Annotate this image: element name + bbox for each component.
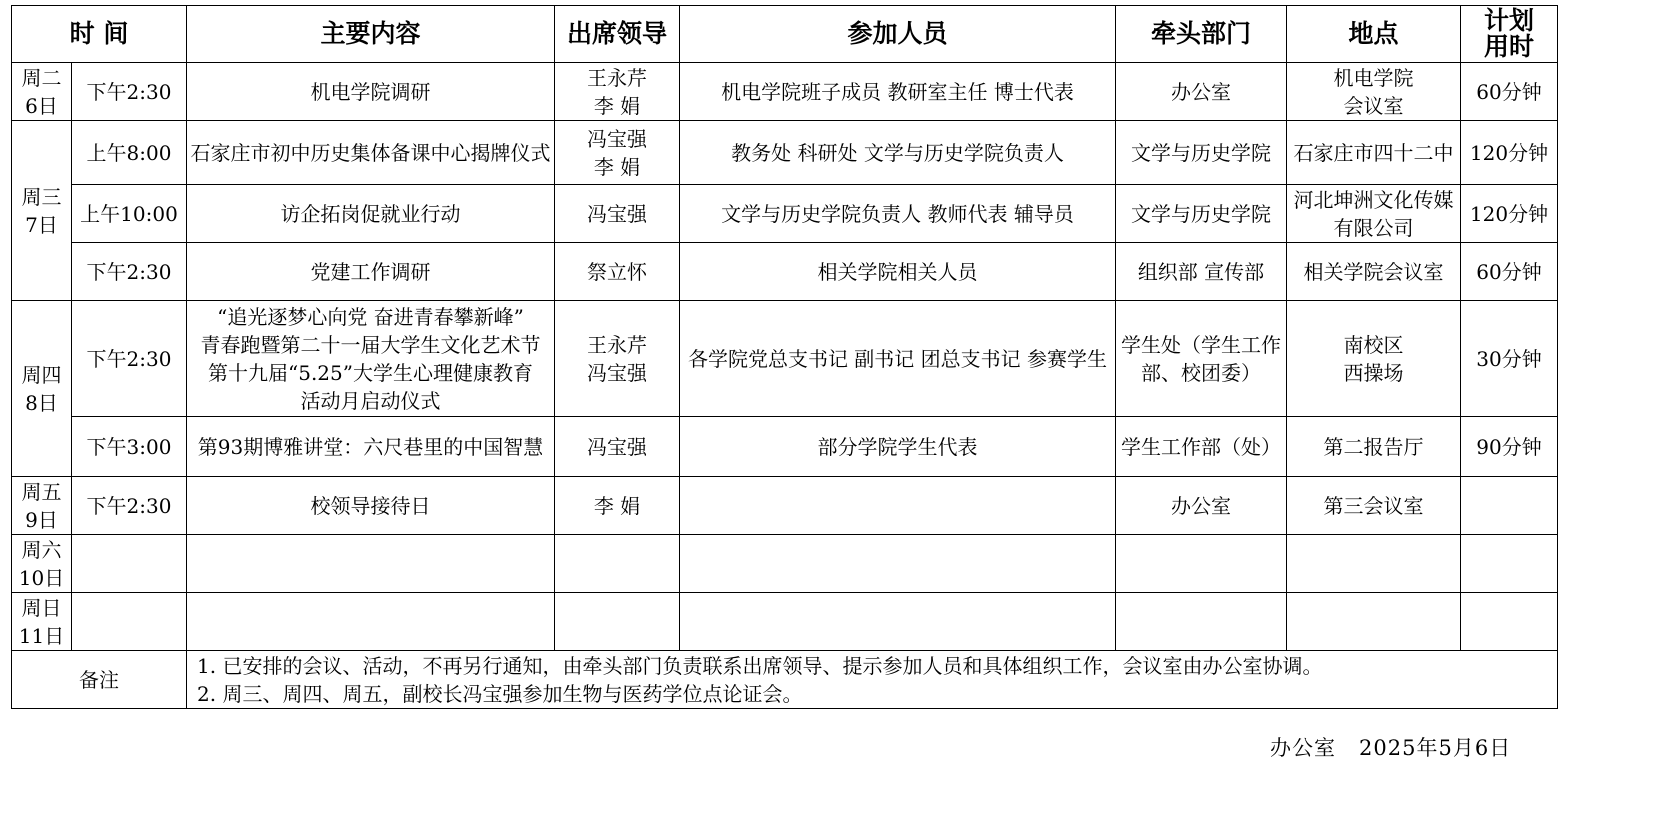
location-cell: 第三会议室 [1287, 477, 1461, 535]
department-cell: 组织部 宣传部 [1116, 243, 1287, 301]
participants-cell: 教务处 科研处 文学与历史学院负责人 [680, 121, 1116, 185]
header-time: 时 间 [12, 6, 187, 63]
content-cell: 访企拓岗促就业行动 [187, 185, 555, 243]
content-cell [187, 593, 555, 651]
footer-date: 2025年5月6日 [1359, 736, 1512, 760]
department-cell [1116, 535, 1287, 593]
participants-cell: 相关学院相关人员 [680, 243, 1116, 301]
table-row [12, 185, 1558, 243]
day-cell: 周日 11日 [12, 593, 72, 651]
location-cell: 石家庄市四十二中 [1287, 121, 1461, 185]
content-cell: 校领导接待日 [187, 477, 555, 535]
header-participants: 参加人员 [680, 6, 1116, 63]
duration-cell [1461, 477, 1558, 535]
duration-cell: 60分钟 [1461, 243, 1558, 301]
day-cell: 周五 9日 [12, 477, 72, 535]
schedule-table [11, 5, 1558, 709]
participants-cell [680, 477, 1116, 535]
department-cell: 文学与历史学院 [1116, 121, 1287, 185]
time-cell: 下午2:30 [72, 243, 187, 301]
table-row [12, 63, 1558, 121]
leaders-cell: 王永芹 李 娟 [555, 63, 680, 121]
content-cell: 石家庄市初中历史集体备课中心揭牌仪式 [187, 121, 555, 185]
content-cell: 党建工作调研 [187, 243, 555, 301]
duration-cell [1461, 535, 1558, 593]
leaders-cell [555, 535, 680, 593]
location-cell [1287, 535, 1461, 593]
content-cell: 机电学院调研 [187, 63, 555, 121]
leaders-cell: 冯宝强 李 娟 [555, 121, 680, 185]
time-cell: 下午2:30 [72, 63, 187, 121]
time-cell: 下午2:30 [72, 477, 187, 535]
table-row [12, 121, 1558, 185]
content-cell: “追光逐梦心向党 奋进青春攀新峰” 青春跑暨第二十一届大学生文化艺术节 第十九届“5.25”大学生心理健康教育 活动月启动仪式 [187, 301, 555, 417]
duration-cell: 120分钟 [1461, 121, 1558, 185]
location-cell: 机电学院 会议室 [1287, 63, 1461, 121]
day-cell: 周六 10日 [12, 535, 72, 593]
time-cell [72, 593, 187, 651]
header-department: 牵头部门 [1116, 6, 1287, 63]
participants-cell: 部分学院学生代表 [680, 417, 1116, 477]
location-cell: 河北坤洲文化传媒 有限公司 [1287, 185, 1461, 243]
day-cell: 周二 6日 [12, 63, 72, 121]
table-row [12, 243, 1558, 301]
header-duration: 计划 用时 [1461, 6, 1558, 63]
leaders-cell: 冯宝强 [555, 417, 680, 477]
notes-row [12, 651, 1558, 709]
department-cell: 办公室 [1116, 477, 1287, 535]
table-row [12, 535, 1558, 593]
leaders-cell: 冯宝强 [555, 185, 680, 243]
leaders-cell [555, 593, 680, 651]
header-content: 主要内容 [187, 6, 555, 63]
notes-content [187, 651, 1558, 709]
time-cell [72, 535, 187, 593]
time-cell: 下午3:00 [72, 417, 187, 477]
notes-label: 备注 [12, 651, 187, 709]
participants-cell: 文学与历史学院负责人 教师代表 辅导员 [680, 185, 1116, 243]
content-cell: 第93期博雅讲堂：六尺巷里的中国智慧 [187, 417, 555, 477]
table-row [12, 301, 1558, 417]
location-cell: 南校区 西操场 [1287, 301, 1461, 417]
department-cell: 文学与历史学院 [1116, 185, 1287, 243]
note-line-1: 1. 已安排的会议、活动，不再另行通知，由牵头部门负责联系出席领导、提示参加人员和具体组织工作，会议室由办公室协调。 [197, 653, 1323, 678]
leaders-cell: 李 娟 [555, 477, 680, 535]
participants-cell: 机电学院班子成员 教研室主任 博士代表 [680, 63, 1116, 121]
footer-office: 办公室 [1270, 736, 1336, 760]
header-location: 地点 [1287, 6, 1461, 63]
location-cell [1287, 593, 1461, 651]
header-row [12, 6, 1558, 63]
department-cell [1116, 593, 1287, 651]
day-cell: 周三 7日 [12, 121, 72, 301]
day-cell: 周四 8日 [12, 301, 72, 477]
time-cell: 上午8:00 [72, 121, 187, 185]
table-row [12, 477, 1558, 535]
leaders-cell: 王永芹 冯宝强 [555, 301, 680, 417]
duration-cell: 120分钟 [1461, 185, 1558, 243]
leaders-cell: 祭立怀 [555, 243, 680, 301]
participants-cell: 各学院党总支书记 副书记 团总支书记 参赛学生 [680, 301, 1116, 417]
duration-cell: 60分钟 [1461, 63, 1558, 121]
time-cell: 下午2:30 [72, 301, 187, 417]
department-cell: 学生处（学生工作 部、校团委） [1116, 301, 1287, 417]
duration-cell: 90分钟 [1461, 417, 1558, 477]
department-cell: 办公室 [1116, 63, 1287, 121]
note-line-2: 2. 周三、周四、周五，副校长冯宝强参加生物与医药学位点论证会。 [197, 681, 803, 706]
duration-cell [1461, 593, 1558, 651]
duration-cell: 30分钟 [1461, 301, 1558, 417]
participants-cell [680, 535, 1116, 593]
location-cell: 相关学院会议室 [1287, 243, 1461, 301]
department-cell: 学生工作部（处） [1116, 417, 1287, 477]
participants-cell [680, 593, 1116, 651]
table-row [12, 417, 1558, 477]
location-cell: 第二报告厅 [1287, 417, 1461, 477]
footer [1270, 732, 1511, 762]
time-cell: 上午10:00 [72, 185, 187, 243]
content-cell [187, 535, 555, 593]
header-leaders: 出席领导 [555, 6, 680, 63]
table-row [12, 593, 1558, 651]
